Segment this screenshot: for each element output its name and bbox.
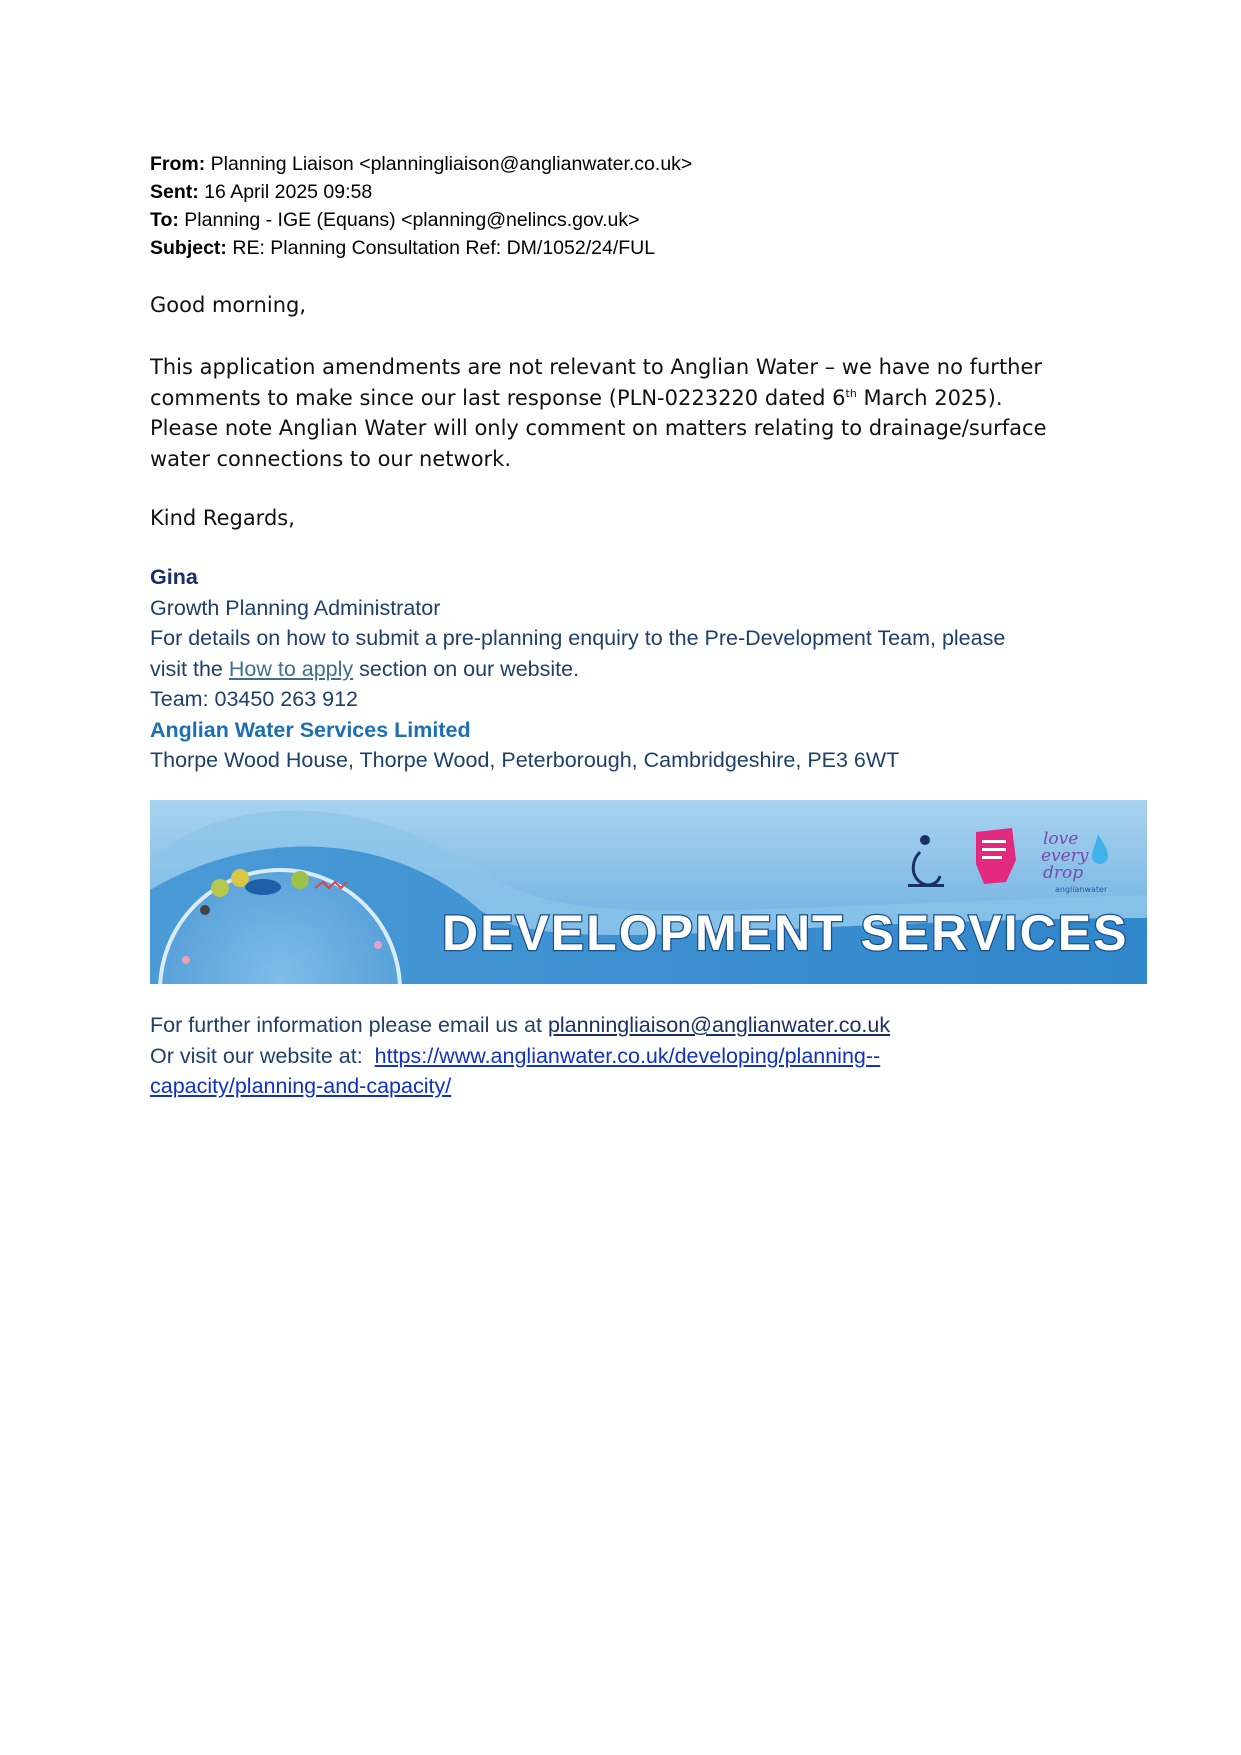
closing: Kind Regards,	[150, 506, 295, 530]
body-line-1: This application amendments are not relevant to Anglian Water – we have no further	[150, 355, 1043, 379]
team-phone: Team: 03450 263 912	[150, 687, 358, 711]
body-line-2	[150, 383, 1110, 414]
footer-website-link-part-2[interactable]: capacity/planning-and-capacity/	[150, 1074, 452, 1098]
footer-line-2	[150, 1041, 890, 1072]
from-value: Planning Liaison <planningliaison@anglianwater.co.uk>	[210, 153, 693, 175]
from-label: From:	[150, 153, 206, 175]
tree-icon	[211, 879, 229, 897]
sent-label: Sent:	[150, 181, 199, 203]
svg-text:every: every	[1041, 846, 1089, 866]
sent-value: 16 April 2025 09:58	[204, 181, 373, 203]
signature-line-2-pre: visit the	[150, 656, 229, 681]
signature-line-2-post: section on our website.	[353, 656, 580, 681]
body-line-4: water connections to our network.	[150, 446, 512, 471]
footer	[150, 1010, 890, 1102]
svg-text:anglianwater: anglianwater	[1055, 885, 1108, 894]
svg-text:drop: drop	[1043, 863, 1084, 883]
signature-name: Gina	[150, 565, 198, 589]
date-suffix: th	[845, 386, 857, 400]
subject-row	[150, 234, 692, 262]
greeting: Good morning,	[150, 293, 307, 317]
signature-line-1: For details on how to submit a pre-planning enquiry to the Pre-Development Team, please	[150, 626, 1006, 650]
signature	[150, 562, 1005, 776]
banner-graphic	[150, 800, 1147, 984]
footer-email-link[interactable]: planningliaison@anglianwater.co.uk	[547, 1013, 891, 1037]
to-value: Planning - IGE (Equans) <planning@nelincs.gov.uk>	[184, 209, 640, 231]
body-paragraph	[150, 352, 1110, 474]
from-row	[150, 150, 692, 178]
signature-role: Growth Planning Administrator	[150, 595, 441, 620]
footer-website-link-part-1[interactable]: https://www.anglianwater.co.uk/developing/planning--	[374, 1043, 881, 1068]
subject-label: Subject:	[150, 237, 227, 259]
flower-icon	[182, 956, 190, 964]
flower-icon	[374, 941, 382, 949]
subject-value: RE: Planning Consultation Ref: DM/1052/24/FUL	[232, 237, 656, 259]
svg-text:love: love	[1043, 829, 1079, 849]
animal-icon	[200, 905, 210, 915]
company-name: Anglian Water Services Limited	[150, 717, 471, 742]
footer-line-3	[150, 1071, 890, 1102]
tree-icon	[231, 869, 249, 887]
body-line-2-start: comments to make since our last response (PLN-0223220 dated 6	[150, 385, 846, 410]
to-label: To:	[150, 209, 179, 231]
banner-title: DEVELOPMENT SERVICES	[442, 905, 1129, 961]
pond-icon	[245, 879, 281, 895]
tree-icon	[291, 871, 309, 889]
footer-line-2-text: Or visit our website at:	[150, 1043, 375, 1068]
footer-line-1-text: For further information please email us at	[150, 1013, 548, 1037]
footer-line-1	[150, 1010, 890, 1041]
how-to-apply-link[interactable]: How to apply	[228, 656, 354, 681]
company-address: Thorpe Wood House, Thorpe Wood, Peterborough, Cambridgeshire, PE3 6WT	[150, 748, 900, 772]
signature-line-2	[150, 654, 1005, 685]
sent-row	[150, 178, 692, 206]
email-header	[150, 150, 692, 262]
development-services-banner	[150, 800, 1147, 984]
to-row	[150, 206, 692, 234]
body-line-3: Please note Anglian Water will only comment on matters relating to drainage/surface	[150, 416, 1047, 440]
body-line-2-end: March 2025).	[856, 385, 1003, 410]
